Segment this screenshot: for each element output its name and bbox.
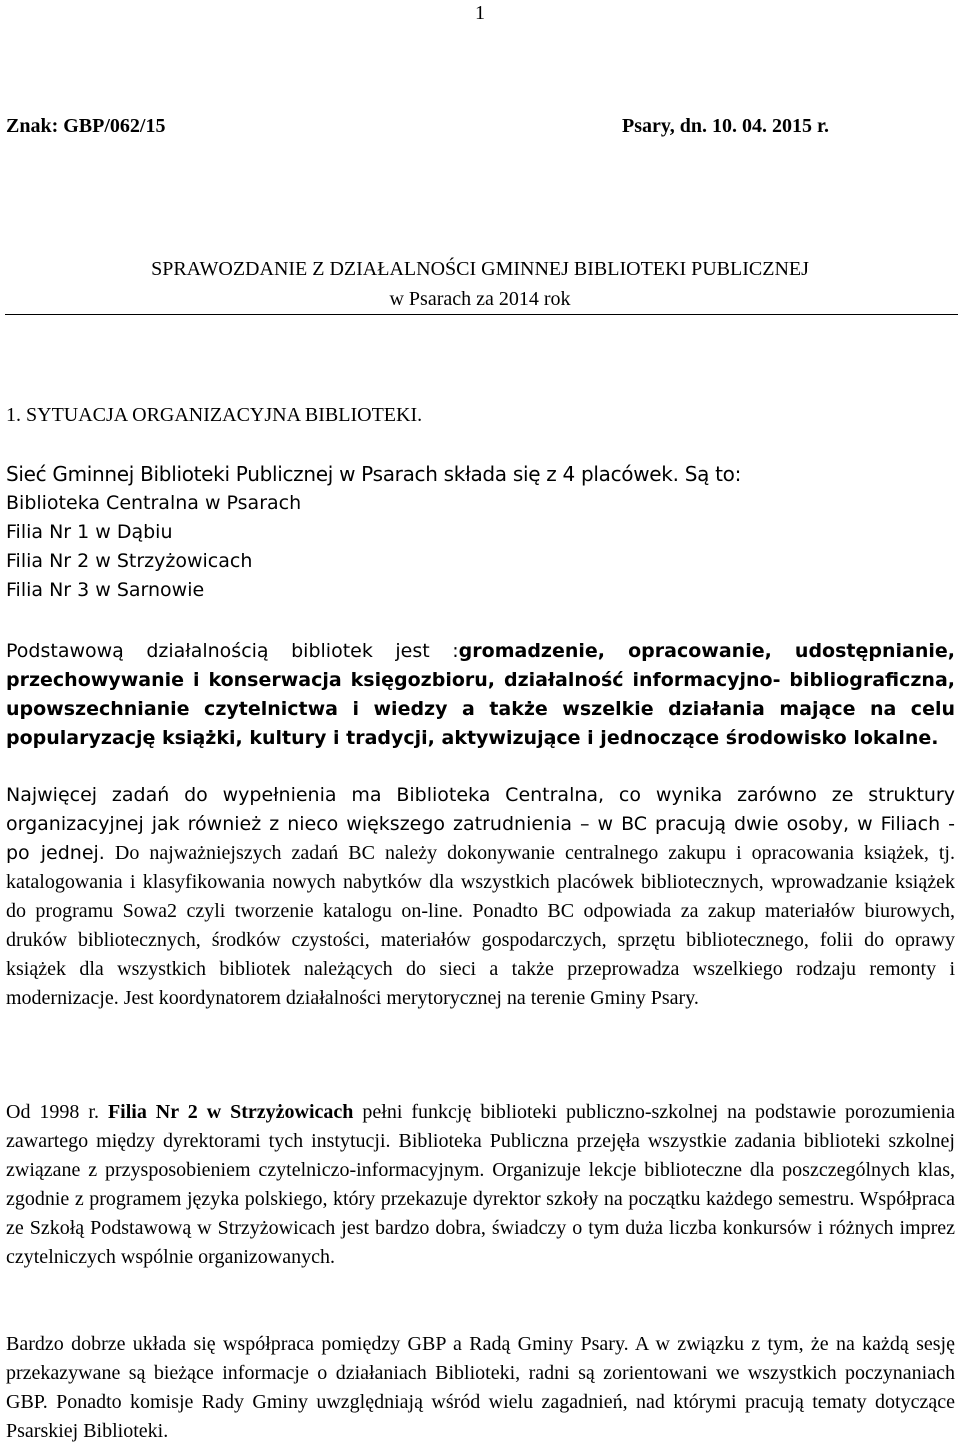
basic-activity-paragraph — [6, 637, 955, 753]
document-reference: Znak: GBP/062/15 — [6, 115, 166, 137]
document-date: Psary, dn. 10. 04. 2015 r. — [622, 115, 830, 137]
location-item: Filia Nr 3 w Sarnowie — [6, 579, 205, 601]
title-underline — [5, 314, 958, 315]
branch-2-text: pełni funkcję biblioteki publiczno-szkolnej na podstawie porozumienia zawartego między dyrektorami tych instytucji. Biblioteka Publiczna przejęła wszystkie zadania biblioteki szkolnej związane z przysposobieniem czytelniczo-informacyjnym. Organizuje lekcje biblioteczne dla poszczególnych klas, zgodnie z programem języka polskiego, który przekazuje dyrektor szkoły na początku każdego semestru. Współpraca ze Szkołą Podstawową w Strzyżowicach jest bardzo dobra, świadczy o tym duża liczba konkursów i różnych imprez czytelniczych wspólnie organizowanych. — [6, 1101, 956, 1268]
report-title: SPRAWOZDANIE Z DZIAŁALNOŚCI GMINNEJ BIBLIOTEKI PUBLICZNEJ — [151, 258, 809, 280]
central-library-staff-text: Najwięcej zadań do wypełnienia ma Biblioteka Centralna, co wynika zarówno ze struktury organizacyjnej jak również z nieco większego zatrudnienia – w BC pracują dwie osoby, w Filiach - po jednej. — [6, 784, 955, 864]
section-heading: 1. SYTUACJA ORGANIZACYJNA BIBLIOTEKI. — [6, 404, 423, 426]
basic-activity-list: gromadzenie, opracowanie, udostępnianie, przechowywanie i konserwacja księgozbioru, działalność informacyjno- bibliograficzna, upowszechnianie czytelnictwa i wiedzy a także wszelkie działania mające na celu popularyzację książki, kultury i tradycji, aktywizujące i jednoczące środowisko lokalne. — [6, 640, 955, 749]
branch-2-prefix: Od 1998 r. — [6, 1101, 108, 1123]
section-intro: Sieć Gminnej Biblioteki Publicznej w Psarach składa się z 4 placówek. Są to: — [6, 462, 742, 486]
basic-activity-lead: Podstawową działalnością bibliotek jest : — [6, 640, 459, 662]
central-library-tasks-text: Do najważniejszych zadań BC należy dokonywanie centralnego zakupu i opracowania książek, tj. katalogowania i klasyfikowania nowych nabytków dla wszystkich placówek bibliotecznych, wprowadzanie książek do programu Sowa2 czyli tworzenie katalogu on-line. Ponadto BC odpowiada za zakup materiałów biurowych, druków bibliotecznych, środków czystości, materiałów gospodarczych, sprzętu bibliotecznego, folii do oprawy książek dla wszystkich bibliotek należących do sieci a także przeprowadza wszelkiego rodzaju remonty i modernizacje. Jest koordynatorem działalności merytorycznej na terenie Gminy Psary. — [6, 842, 955, 1009]
location-item: Biblioteka Centralna w Psarach — [6, 492, 302, 514]
branch-2-paragraph — [6, 1098, 955, 1272]
branch-2-name: Filia Nr 2 w Strzyżowicach — [107, 1101, 354, 1123]
council-cooperation-paragraph: Bardzo dobrze układa się współpraca pomiędzy GBP a Radą Gminy Psary. A w związku z tym, że na każdą sesję przekazywane są bieżące informacje o działaniach Biblioteki, radni są zorientowani we wszystkich poczynaniach GBP. Ponadto komisje Rady Gminy uwzględniają wśród wielu zagadnień, nad którymi pracują tematy dotyczące Psarskiej Biblioteki. — [6, 1333, 955, 1442]
location-item: Filia Nr 2 w Strzyżowicach — [6, 550, 253, 572]
page-number: 1 — [475, 2, 485, 24]
central-library-paragraph — [6, 781, 955, 1013]
location-item: Filia Nr 1 w Dąbiu — [6, 521, 173, 543]
report-subtitle: w Psarach za 2014 rok — [389, 288, 571, 310]
